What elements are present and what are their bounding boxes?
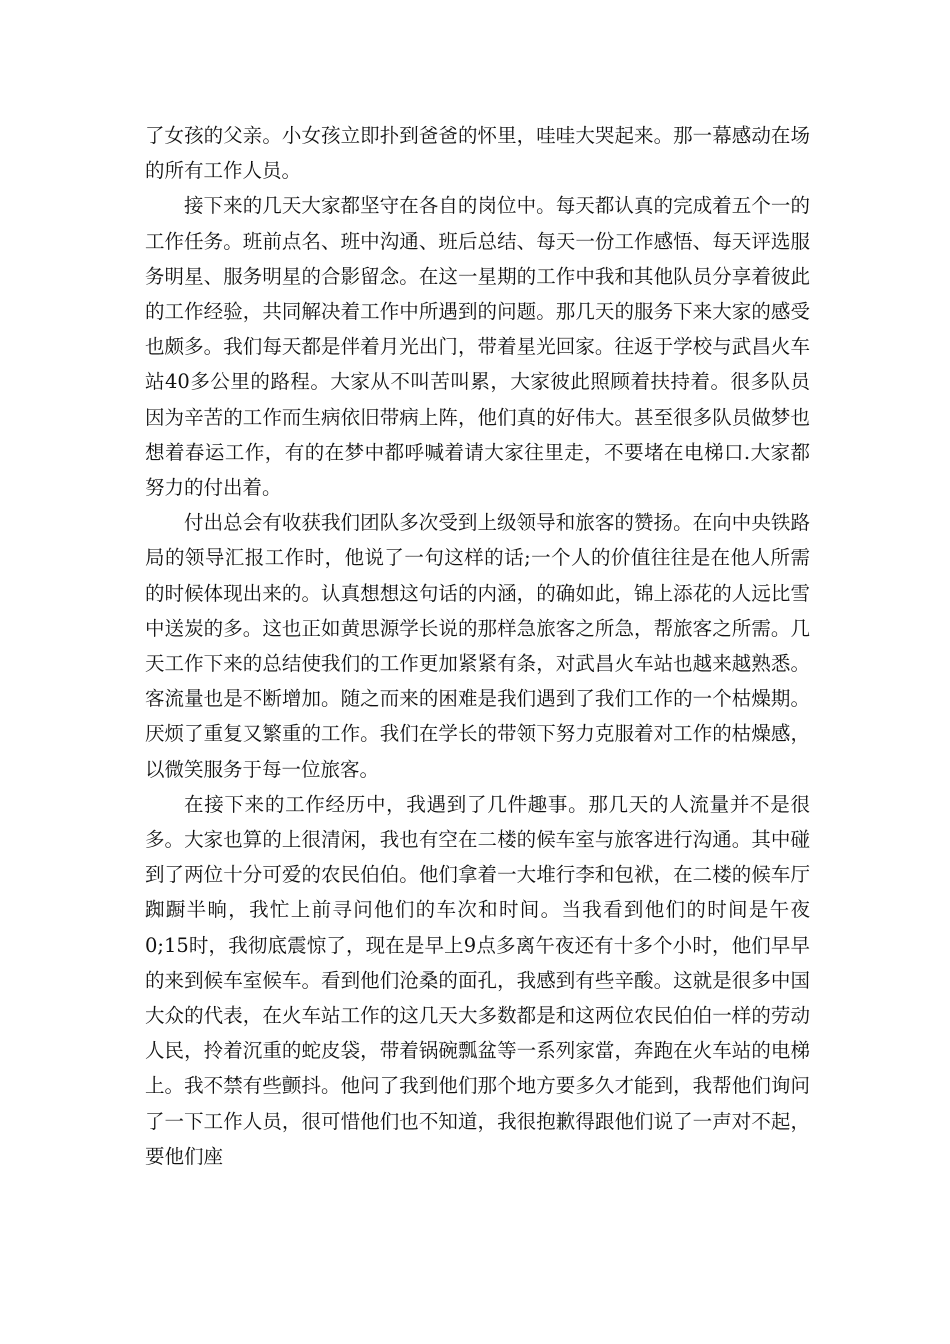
document-body	[145, 118, 810, 1174]
paragraph-praise: 付出总会有收获我们团队多次受到上级领导和旅客的赞扬。在向中央铁路局的领导汇报工作时，他说了一句这样的话;一个人的价值往往是在他人所需的时候体现出来的。认真想想这句话的内涵，的确如此，锦上添花的人远比雪中送炭的多。这也正如黄思源学长说的那样急旅客之所急，帮旅客之所需。几天工作下来的总结使我们的工作更加紧紧有条，对武昌火车站也越来越熟悉。客流量也是不断增加。随之而来的困难是我们遇到了我们工作的一个枯燥期。厌烦了重复又繁重的工作。我们在学长的带领下努力克服着对工作的枯燥感，以微笑服务于每一位旅客。	[145, 511, 810, 781]
paragraph-anecdote: 在接下来的工作经历中，我遇到了几件趣事。那几天的人流量并不是很多。大家也算的上很清闲，我也有空在二楼的候车室与旅客进行沟通。其中碰到了两位十分可爱的农民伯伯。他们拿着一大堆行李和包袱，在二楼的候车厅踟蹰半晌，我忙上前寻问他们的车次和时间。当我看到他们的时间是午夜0;15时，我彻底震惊了，现在是早上9点多离午夜还有十多个小时，他们早早的来到候车室候车。看到他们沧桑的面孔，我感到有些辛酸。这就是很多中国大众的代表，在火车站工作的这几天大多数都是和这两位农民伯伯一样的劳动人民，拎着沉重的蛇皮袋，带着锅碗瓢盆等一系列家當，奔跑在火车站的电梯上。我不禁有些颤抖。他问了我到他们那个地方要多久才能到，我帮他们询问了一下工作人员，很可惜他们也不知道，我很抱歉得跟他们说了一声对不起，要他们座	[145, 792, 810, 1168]
paragraph-work-tasks: 接下来的几天大家都坚守在各自的岗位中。每天都认真的完成着五个一的工作任务。班前点名、班中沟通、班后总结、每天一份工作感悟、每天评选服务明星、服务明星的合影留念。在这一星期的工作中我和其他队员分享着彼此的工作经验，共同解决着工作中所遇到的问题。那几天的服务下来大家的感受也颇多。我们每天都是伴着月光出门，带着星光回家。往返于学校与武昌火车站40多公里的路程。大家从不叫苦叫累，大家彼此照顾着扶持着。很多队员因为辛苦的工作而生病依旧带病上阵，他们真的好伟大。甚至很多队员做梦也想着春运工作，有的在梦中都呼喊着请大家往里走，不要堵在电梯口.大家都努力的付出着。	[145, 194, 810, 500]
paragraph-continuation: 了女孩的父亲。小女孩立即扑到爸爸的怀里，哇哇大哭起来。那一幕感动在场的所有工作人员。	[145, 124, 810, 183]
